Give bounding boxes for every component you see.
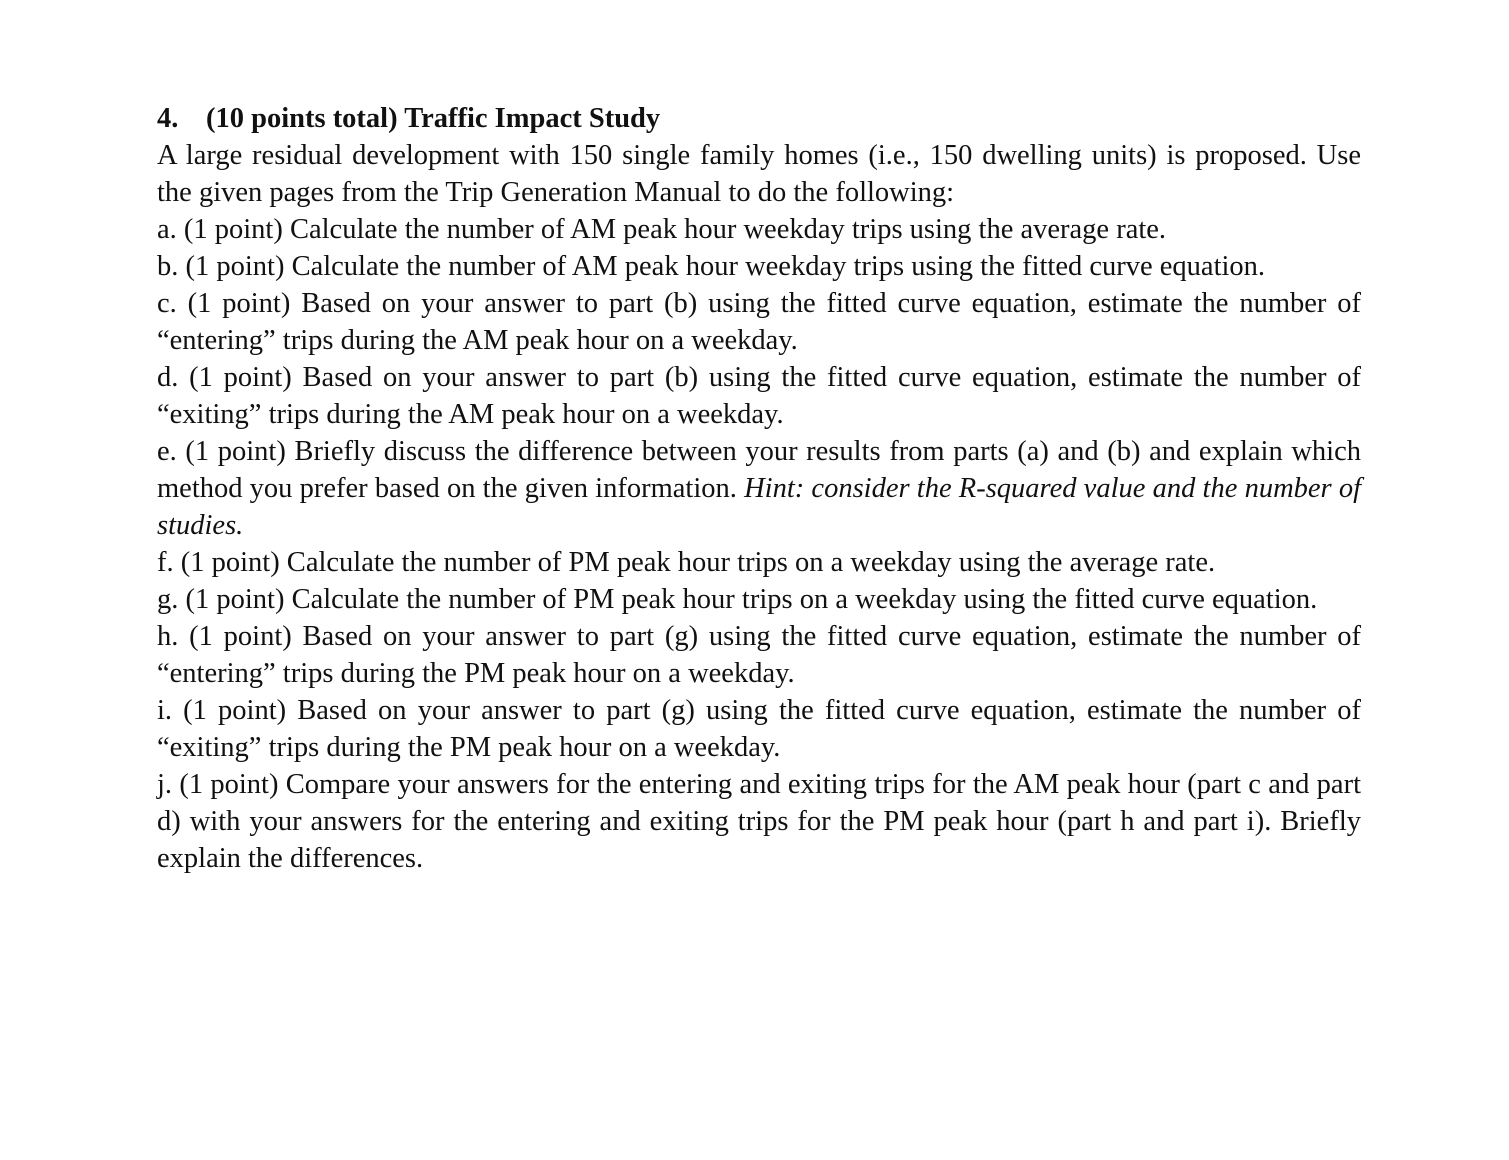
part-d: d. (1 point) Based on your answer to part (b) using the fitted curve equation, estimate the number of “exiting” trips during the AM peak hour on a weekday. bbox=[157, 362, 1361, 430]
part-i: i. (1 point) Based on your answer to part (g) using the fitted curve equation, estimate the number of “exiting” trips during the PM peak hour on a weekday. bbox=[157, 695, 1361, 763]
part-a: a. (1 point) Calculate the number of AM peak hour weekday trips using the average rate. bbox=[157, 214, 1167, 245]
question-number: 4. bbox=[157, 103, 179, 134]
part-e-hint: Hint: consider the R-squared value and the number of studies. bbox=[157, 473, 1362, 541]
part-j: j. (1 point) Compare your answers for the entering and exiting trips for the AM peak hour (part c and part d) with your answers for the entering and exiting trips for the PM peak hour (part h and part i). Briefly explain the differences. bbox=[157, 769, 1361, 874]
part-h: h. (1 point) Based on your answer to part (g) using the fitted curve equation, estimate the number of “entering” trips during the PM peak hour on a weekday. bbox=[157, 621, 1361, 689]
part-e-text: e. (1 point) Briefly discuss the difference between your results from parts (a) and (b) and explain which method you prefer based on the given information. bbox=[157, 436, 1361, 504]
question-title: (10 points total) Traffic Impact Study bbox=[206, 103, 661, 134]
question-intro: A large residual development with 150 single family homes (i.e., 150 dwelling units) is proposed. Use the given pages from the Trip Generation Manual to do the following: bbox=[157, 140, 1361, 208]
question-heading bbox=[157, 100, 1361, 137]
part-f: f. (1 point) Calculate the number of PM peak hour trips on a weekday using the average rate. bbox=[157, 547, 1216, 578]
part-b: b. (1 point) Calculate the number of AM peak hour weekday trips using the fitted curve equation. bbox=[157, 251, 1266, 282]
question-block bbox=[157, 100, 1361, 877]
part-c: c. (1 point) Based on your answer to part (b) using the fitted curve equation, estimate the number of “entering” trips during the AM peak hour on a weekday. bbox=[157, 288, 1361, 356]
part-e bbox=[157, 433, 1361, 544]
part-g: g. (1 point) Calculate the number of PM peak hour trips on a weekday using the fitted curve equation. bbox=[157, 584, 1318, 615]
